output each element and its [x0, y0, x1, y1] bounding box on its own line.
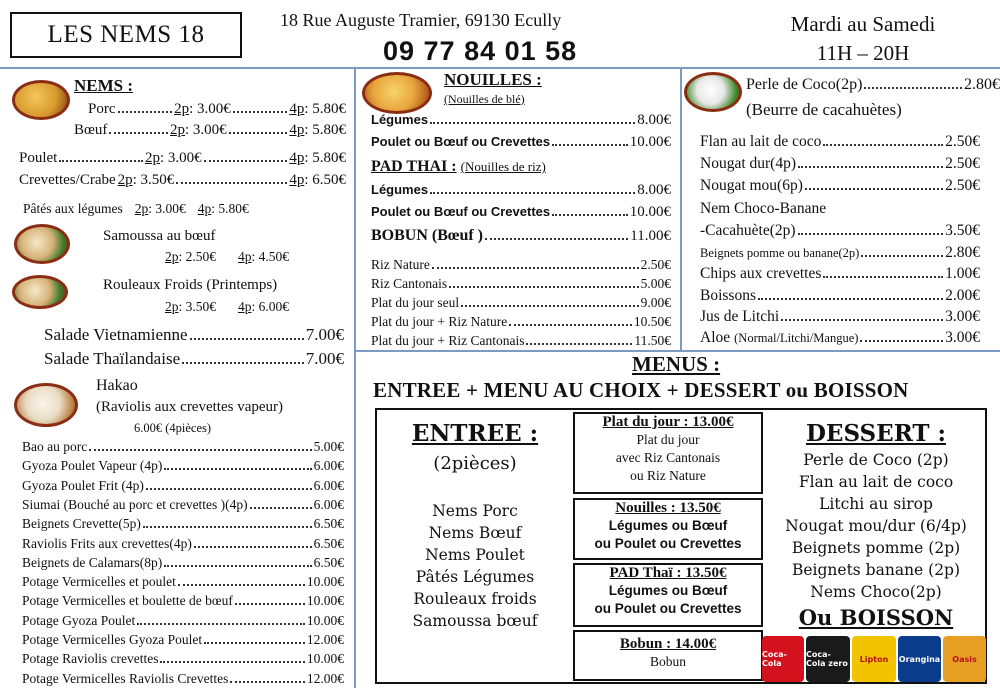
menu-item: [371, 295, 671, 311]
item-price: 6.00€: [313, 496, 344, 512]
qty: 4p: [289, 122, 305, 138]
item-price: 10.00€: [629, 204, 671, 220]
item-price: : 3.00€: [160, 150, 202, 166]
menu-item: [371, 204, 671, 221]
menu-item: [44, 325, 344, 345]
leader: [176, 182, 287, 184]
item-name: Beignets Crevette(5p): [22, 516, 141, 532]
restaurant-name: LES NEMS 18: [10, 12, 242, 58]
menu-item: [19, 172, 346, 189]
item-price: 2.50€: [945, 177, 980, 194]
item-name: Salade Vietnamienne: [44, 325, 188, 344]
item-price: 6.00€ (4pièces): [134, 421, 212, 435]
menu-item: [44, 349, 344, 369]
menu-item: [22, 458, 344, 474]
leader: [864, 87, 962, 89]
menu-item: [22, 613, 344, 629]
cell-line: ou Poulet ou Crevettes: [594, 601, 742, 616]
leader: [137, 623, 305, 625]
item-name: Bao au porc: [22, 439, 88, 454]
item-price: : 3.00€: [148, 201, 186, 216]
item-price: 7.00€: [305, 325, 344, 344]
drink-logo: Coca-Cola: [762, 636, 804, 682]
phone-number[interactable]: 09 77 84 01 58: [383, 36, 578, 66]
item-price: : 4.50€: [251, 249, 290, 264]
item-price: 2.80€: [945, 244, 980, 261]
list-item: Perle de Coco (2p): [803, 451, 949, 469]
leader: [89, 449, 311, 451]
menu-item: [88, 101, 346, 118]
leader: [164, 468, 311, 470]
item-name: Raviolis Frits aux crevettes(4p): [22, 535, 192, 551]
leader: [509, 324, 632, 326]
qty: 4p: [289, 172, 305, 188]
leader: [461, 305, 639, 307]
leader: [164, 565, 311, 567]
dessert-column: [767, 410, 985, 630]
menu-item-price: [134, 421, 211, 436]
list-item: Beignets pomme (2p): [791, 539, 961, 557]
item-price: 5.00€: [313, 439, 344, 454]
plat-du-jour-title: Plat du jour : 13.00€: [602, 414, 734, 430]
leader: [230, 681, 305, 683]
leader: [861, 255, 943, 257]
nouilles-photo: [362, 72, 432, 114]
item-price: : 5.80€: [304, 101, 346, 117]
leader: [860, 340, 943, 342]
item-price: 7.00€: [305, 349, 344, 368]
leader: [250, 507, 312, 509]
menu-item: [22, 478, 344, 494]
item-name: Jus de Litchi: [700, 308, 780, 325]
plat-du-jour-cell: [573, 412, 763, 494]
item-price: 9.00€: [640, 295, 671, 310]
leader: [182, 362, 304, 364]
item-price: 2.50€: [640, 257, 671, 272]
item-name: Plat du jour + Riz Cantonais: [371, 333, 525, 348]
item-name: Plat du jour + Riz Nature: [371, 314, 508, 329]
menu-item: [165, 299, 289, 315]
leader: [823, 276, 943, 278]
menu-item: [22, 497, 344, 513]
opening-hours: [755, 10, 971, 68]
hakao-photo: [14, 383, 78, 427]
menu-item: [22, 651, 344, 667]
item-price: 6.00€: [313, 477, 344, 493]
qty: 2p: [117, 172, 133, 188]
cell-line: Bobun: [649, 654, 686, 669]
samoussa-photo: [14, 224, 70, 264]
list-item: Nems Choco(2p): [810, 583, 942, 601]
qty: 2p: [165, 299, 179, 314]
leader: [204, 160, 288, 162]
menu-item: [700, 265, 980, 283]
leader: [235, 603, 305, 605]
leader: [143, 526, 312, 528]
list-item: Nougat mou/dur (6/4p): [785, 517, 967, 535]
qty: 2p: [165, 249, 179, 264]
item-name: Gyoza Poulet Vapeur (4p): [22, 458, 163, 474]
menu-item: [22, 574, 344, 590]
leader: [781, 319, 943, 321]
menu-item: [23, 201, 249, 217]
perle-coco-photo: [684, 72, 742, 112]
divider: [0, 67, 1000, 69]
cell-line: Plat du jour: [636, 432, 700, 447]
leader: [190, 338, 304, 340]
item-price: 12.00€: [306, 632, 344, 647]
menu-item-desc: [746, 100, 902, 120]
leader: [449, 286, 639, 288]
qty: 2p: [134, 201, 149, 216]
drink-logo: Coca-Cola zero: [806, 636, 850, 682]
menu-item: [371, 314, 671, 330]
item-name: Crevettes/Crabe: [19, 172, 116, 188]
leader: [758, 298, 943, 300]
leader: [160, 661, 304, 663]
rouleaux-photo: [12, 275, 68, 309]
item-name: Beignets de Calamars(8p): [22, 554, 163, 570]
item-price: 8.00€: [637, 112, 671, 128]
item-name: Nougat mou(6p): [700, 177, 803, 194]
list-item: Pâtés Légumes: [415, 568, 535, 586]
menu-item-title: [103, 277, 277, 294]
leader: [430, 122, 635, 124]
entree-column: [377, 410, 573, 681]
menu-item-desc: [96, 399, 283, 416]
item-price: : 6.00€: [251, 299, 290, 314]
list-item: Nems Porc: [432, 502, 518, 520]
list-item: Beignets banane (2p): [791, 561, 961, 579]
menu-item: [22, 632, 344, 648]
menu-item: [700, 329, 980, 347]
menu-item-title: [96, 377, 138, 395]
leader: [430, 192, 635, 194]
drink-logo: Orangina: [898, 636, 941, 682]
qty: 2p: [170, 122, 185, 138]
cell-line: Légumes ou Bœuf: [608, 583, 728, 598]
item-price: 2.80€: [964, 76, 1000, 93]
item-description: (Normal/Litchi/Mangue): [734, 331, 859, 345]
item-name: BOBUN (Bœuf ): [371, 227, 484, 244]
padthai-menu-title: PAD Thaï : 13.50€: [609, 565, 727, 581]
menu-item: [700, 133, 980, 151]
item-name: Potage Gyoza Poulet: [22, 612, 136, 628]
item-description: (Beurre de cacahuètes): [746, 100, 902, 119]
item-price: : 5.80€: [304, 122, 346, 138]
item-name: Pâtés aux légumes: [23, 201, 123, 216]
menu-item: [746, 76, 1000, 94]
menu-item: [700, 287, 980, 305]
item-price: 10.00€: [306, 574, 344, 590]
padthai-subtitle: (Nouilles de riz): [460, 159, 546, 174]
menu-item: [371, 276, 671, 292]
menu-item: [165, 249, 289, 265]
menu-item: [371, 182, 671, 199]
item-price: : 2.50€: [178, 249, 217, 264]
leader: [805, 188, 943, 190]
leader: [204, 642, 305, 644]
menu-item: [22, 536, 344, 552]
item-name: Flan au lait de coco: [700, 133, 822, 150]
nouilles-menu-title: Nouilles : 13.50€: [615, 500, 721, 516]
item-price: 6.50€: [313, 535, 344, 551]
menu-item: [700, 177, 980, 195]
divider: [354, 67, 356, 688]
nems-title: NEMS :: [74, 76, 134, 95]
leader: [233, 111, 288, 113]
nouilles-menu-cell: [573, 498, 763, 560]
item-name: Samoussa au bœuf: [103, 228, 216, 244]
item-price: 3.00€: [945, 308, 980, 325]
leader: [552, 144, 628, 146]
leader: [178, 584, 305, 586]
menu-item: [371, 134, 671, 151]
menu-item: [700, 308, 980, 326]
item-price: : 5.80€: [211, 201, 249, 216]
item-price: 3.00€: [945, 329, 980, 346]
item-description: (Raviolis aux crevettes vapeur): [96, 399, 284, 415]
menu-item: [700, 155, 980, 173]
opening-time: 11H – 20H: [816, 41, 910, 65]
item-name: Nem Choco-Banane: [700, 200, 827, 217]
item-name: Riz Nature: [371, 257, 430, 272]
opening-days: Mardi au Samedi: [790, 12, 936, 36]
menu-item: [22, 516, 344, 532]
list-item: Nems Poulet: [425, 546, 525, 564]
qty: 4p: [238, 249, 252, 264]
item-name: Légumes: [371, 112, 429, 127]
entree-subtitle: (2pièces): [433, 453, 517, 474]
bobun-menu-cell: [573, 630, 763, 681]
leader: [526, 343, 632, 345]
qty: 2p: [174, 101, 190, 117]
nems-photo: [12, 80, 70, 120]
item-price: 10.50€: [633, 314, 671, 329]
menu-item: [700, 244, 980, 262]
item-price: 3.50€: [945, 222, 980, 239]
address: 18 Rue Auguste Tramier, 69130 Ecully: [280, 10, 562, 30]
leader: [432, 267, 639, 269]
item-name: Potage Raviolis crevettes: [22, 651, 159, 667]
item-name: Poulet ou Bœuf ou Crevettes: [371, 134, 551, 149]
divider: [680, 67, 682, 351]
item-name: Gyoza Poulet Frit (4p): [22, 477, 144, 493]
item-name: Bœuf: [74, 122, 108, 138]
item-name: Poulet: [19, 150, 58, 166]
menu-item: [74, 122, 346, 139]
item-name: Potage Vermicelles et boulette de bœuf: [22, 593, 233, 609]
padthai-heading: [371, 158, 546, 176]
list-item: Flan au lait de coco: [798, 473, 954, 491]
qty: 4p: [289, 101, 305, 117]
item-price: 10.00€: [306, 593, 344, 609]
list-item: Samoussa bœuf: [412, 612, 538, 630]
nouilles-title: NOUILLES :: [444, 70, 542, 89]
item-name: Potage Vermicelles Raviolis Crevettes: [22, 670, 229, 686]
item-name: Chips aux crevettes: [700, 265, 822, 282]
item-name: Porc: [88, 101, 116, 117]
leader: [59, 160, 143, 162]
menu-item: [22, 555, 344, 571]
padthai-menu-cell: [573, 563, 763, 627]
item-price: : 5.80€: [304, 150, 346, 166]
item-price: 1.00€: [945, 265, 980, 282]
menu-item: [371, 227, 671, 245]
item-name: Boissons: [700, 286, 756, 304]
list-item: Rouleaux froids: [413, 590, 537, 608]
item-price: 2.00€: [945, 286, 980, 304]
item-name: Siumai (Bouché au porc et crevettes )(4p): [22, 496, 248, 512]
menu-item: [22, 439, 344, 455]
drink-logo: Lipton: [852, 636, 896, 682]
cell-line: ou Riz Nature: [630, 468, 706, 483]
menu-item: [19, 150, 346, 167]
menu-item: [371, 112, 671, 129]
item-name: -Cacahuète(2p): [700, 222, 796, 239]
item-price: 2.50€: [945, 155, 980, 172]
item-price: : 3.50€: [132, 172, 175, 188]
item-name: Rouleaux Froids (Printemps): [103, 277, 278, 293]
item-price: 8.00€: [637, 182, 671, 198]
menu-item: [371, 257, 671, 273]
item-name: Potage Vermicelles et poulet: [22, 574, 176, 590]
menus-title: MENUS :: [632, 352, 721, 376]
qty: 4p: [238, 299, 252, 314]
item-price: 6.50€: [313, 516, 344, 532]
item-price: 6.00€: [313, 458, 344, 474]
leader: [823, 144, 943, 146]
menu-item: [22, 593, 344, 609]
item-name: Nougat dur(4p): [700, 155, 796, 172]
item-price: 10.00€: [306, 651, 344, 667]
item-name: Perle de Coco(2p): [746, 76, 863, 93]
item-name: Légumes: [371, 182, 429, 197]
qty: 4p: [289, 150, 305, 166]
cell-line: ou Poulet ou Crevettes: [594, 536, 742, 551]
entree-title: ENTREE :: [411, 420, 539, 447]
dessert-list: [767, 449, 985, 603]
drink-logo: Oasis: [943, 636, 986, 682]
item-price: 11.50€: [634, 333, 671, 348]
leader: [798, 233, 944, 235]
item-price: 11.00€: [630, 228, 671, 244]
menus-formula: ENTREE + MENU AU CHOIX + DESSERT ou BOISSON: [373, 378, 909, 402]
cell-line: avec Riz Cantonais: [615, 450, 721, 465]
leader: [229, 132, 288, 134]
item-price: 5.00€: [640, 276, 671, 291]
leader: [552, 214, 628, 216]
boisson-title: Ou BOISSON: [798, 605, 954, 630]
cell-line: Légumes ou Bœuf: [608, 518, 728, 533]
item-name: Poulet ou Bœuf ou Crevettes: [371, 204, 551, 219]
item-price: 10.00€: [629, 134, 671, 150]
item-name: Potage Vermicelles Gyoza Poulet: [22, 632, 203, 647]
entree-list: [377, 500, 573, 632]
menu-item: [22, 671, 344, 687]
leader: [194, 546, 312, 548]
leader: [485, 238, 628, 240]
nouilles-subtitle: (Nouilles de blé): [444, 92, 525, 106]
item-price: 6.50€: [313, 554, 344, 570]
item-name: Riz Cantonais: [371, 276, 448, 291]
menu-item: [700, 222, 980, 240]
item-price: : 3.50€: [178, 299, 217, 314]
item-name: Hakao: [96, 377, 138, 394]
menu-item-title: [103, 228, 216, 245]
menu-item-title: [700, 200, 826, 218]
item-price: 10.00€: [306, 612, 344, 628]
item-name: Aloe: [700, 329, 731, 346]
qty: 4p: [197, 201, 212, 216]
qty: 2p: [145, 150, 160, 166]
list-item: Litchi au sirop: [819, 495, 933, 513]
list-item: Nems Bœuf: [428, 524, 522, 542]
leader: [109, 132, 168, 134]
item-price: : 3.00€: [189, 101, 231, 117]
leader: [118, 111, 173, 113]
item-price: 2.50€: [945, 133, 980, 150]
bobun-menu-title: Bobun : 14.00€: [619, 636, 717, 652]
leader: [146, 488, 312, 490]
item-name: Plat du jour seul: [371, 295, 460, 310]
item-price: : 6.50€: [304, 172, 346, 188]
item-name: Beignets pomme ou banane(2p): [700, 246, 860, 260]
item-price: 12.00€: [306, 670, 344, 686]
menu-item: [371, 333, 671, 349]
padthai-title: PAD THAI :: [371, 158, 457, 175]
dessert-title: DESSERT :: [805, 420, 947, 447]
leader: [798, 166, 943, 168]
item-price: : 3.00€: [185, 122, 227, 138]
item-name: Salade Thaïlandaise: [44, 349, 181, 368]
